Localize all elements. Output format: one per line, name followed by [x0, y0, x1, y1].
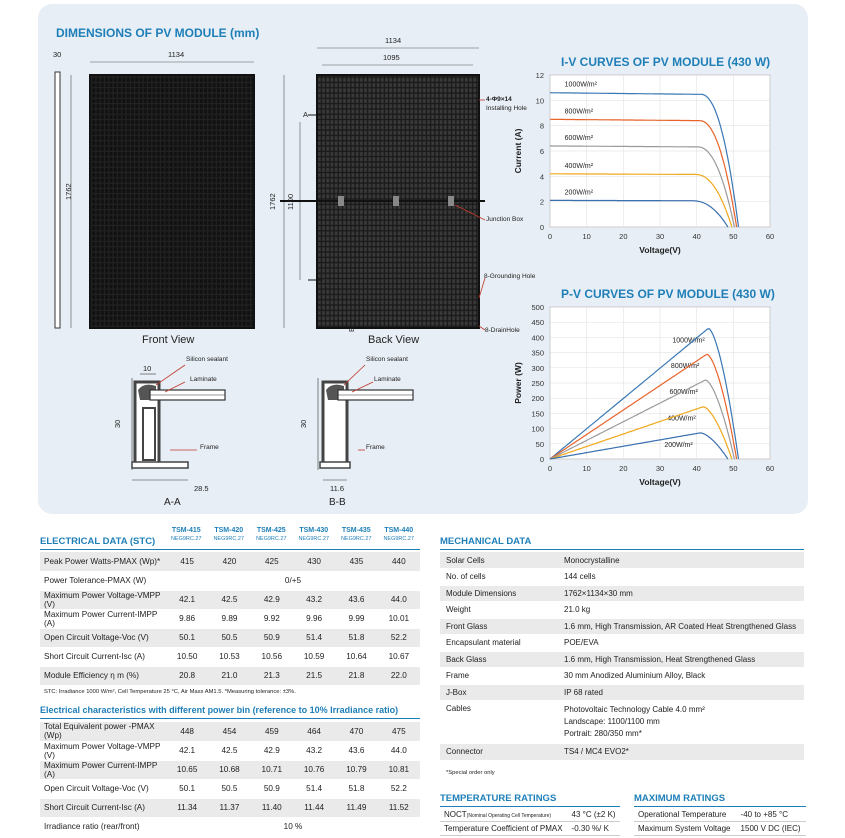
series-label: 600W/m² — [669, 388, 698, 396]
row-label: Total Equivalent power -PMAX (Wp) — [40, 722, 166, 741]
y-tick-label: 0 — [539, 455, 544, 464]
maximum-table — [634, 808, 806, 836]
row-label: Open Circuit Voltage-Voc (V) — [40, 779, 166, 798]
row-value: 51.8 — [335, 628, 377, 647]
row-value: 10.50 — [166, 647, 208, 666]
row-value: 52.2 — [378, 628, 420, 647]
table-row — [40, 552, 420, 571]
row-value: 440 — [378, 552, 420, 571]
row-value: 475 — [378, 722, 420, 741]
row-value: 415 — [166, 552, 208, 571]
x-tick-label: 40 — [692, 464, 701, 473]
aa-label: A-A — [164, 497, 181, 508]
row-value: 9.96 — [293, 609, 335, 628]
holes-callout: 4-Φ9×14 — [486, 96, 512, 103]
series-label: 1000W/m² — [564, 81, 597, 89]
maximum-title: MAXIMUM RATINGS — [634, 793, 726, 804]
bin-title: Electrical characteristics with different power bin (reference to 10% Irradiance ratio) — [40, 705, 399, 715]
row-value: 50.1 — [166, 779, 208, 798]
table-row — [40, 628, 420, 647]
table-row — [40, 817, 420, 836]
table-row: Maximum System Voltage 1500 V DC (IEC) — [634, 822, 806, 836]
row-value: 10.64 — [335, 647, 377, 666]
y-axis-label: Power (W) — [513, 362, 523, 404]
row-value: 425 — [251, 552, 293, 571]
row-label: Maximum Power Voltage-VMPP (V) — [40, 741, 166, 760]
back-inner-width: 1095 — [383, 53, 400, 62]
row-label: Short Circuit Current-Isc (A) — [40, 647, 166, 666]
y-tick-label: 12 — [535, 71, 544, 80]
x-tick-label: 0 — [547, 464, 553, 473]
table-row — [40, 609, 420, 628]
x-tick-label: 30 — [655, 464, 665, 473]
table-row: Back Glass 1.6 mm, High Transmission, Heat Strengthened Glass — [440, 651, 804, 668]
table-row: J-Box IP 68 rated — [440, 684, 804, 701]
row-value: 51.4 — [293, 628, 335, 647]
y-tick-label: 450 — [531, 318, 544, 328]
row-value: 42.5 — [208, 590, 250, 609]
x-tick-label: 20 — [619, 232, 628, 241]
row-value: 21.3 — [251, 666, 293, 685]
y-tick-label: 2 — [539, 197, 544, 207]
row-value: 9.89 — [208, 609, 250, 628]
iv-chart — [505, 68, 795, 263]
model-header-cell: TSM-420 NEG9RC.27 — [213, 527, 245, 542]
pv-title: P-V CURVES OF PV MODULE (430 W) — [561, 287, 775, 301]
row-value: 9.86 — [166, 609, 208, 628]
row-value: 21.5 — [293, 666, 335, 685]
row-value: 51.8 — [335, 779, 377, 798]
row-value: 10.01 — [378, 609, 420, 628]
y-axis-label: Current (A) — [513, 128, 523, 174]
side-profile — [55, 72, 60, 328]
row-value: 11.40 — [251, 798, 293, 817]
row-label: Short Circuit Current-Isc (A) — [40, 798, 166, 817]
row-label: Peak Power Watts-PMAX (Wp)* — [40, 552, 166, 571]
table-row: Connector TS4 / MC4 EVO2* — [440, 744, 804, 761]
y-tick-label: 6 — [539, 147, 544, 156]
row-value: 44.0 — [378, 590, 420, 609]
electrical-table — [40, 552, 420, 686]
table-row: No. of cells 144 cells — [440, 569, 804, 586]
aa-bottom: 28.5 — [194, 484, 209, 493]
row-value: 435 — [335, 552, 377, 571]
row-value: 10.68 — [208, 760, 250, 779]
row-label: Maximum Power Current-IMPP (A) — [40, 760, 166, 779]
row-value: 11.49 — [335, 798, 377, 817]
bb-bottom: 11.6 — [330, 484, 345, 493]
series-label: 400W/m² — [667, 415, 696, 423]
temperature-table — [440, 808, 620, 836]
row-label: Power Tolerance-PMAX (W) — [40, 571, 166, 590]
table-row — [40, 798, 420, 817]
row-value: 43.2 — [293, 590, 335, 609]
row-value: 43.6 — [335, 741, 377, 760]
x-tick-label: 40 — [692, 232, 701, 241]
table-row: Module Dimensions 1762×1134×30 mm — [440, 585, 804, 602]
aa-laminate: Laminate — [190, 376, 217, 383]
table-row: Weight 21.0 kg — [440, 602, 804, 619]
bin-table — [40, 722, 420, 837]
table-row: Front Glass 1.6 mm, High Transmission, AR Coated Heat Strengthened Glass — [440, 618, 804, 635]
y-tick-label: 300 — [531, 363, 544, 373]
y-tick-label: 10 — [535, 96, 544, 106]
row-value: 9.92 — [251, 609, 293, 628]
row-value: 11.44 — [293, 798, 335, 817]
x-axis-label: Voltage(V) — [639, 477, 681, 487]
series-label: 400W/m² — [564, 162, 594, 170]
electrical-footnote: STC: Irradiance 1000 W/m², Cell Temperature 25 °C, Air Mass AM1.5. *Measuring tolerance: ±3%. — [44, 689, 296, 695]
x-tick-label: 10 — [582, 232, 591, 241]
holes-sub: Installing Hole — [486, 105, 527, 112]
table-row — [40, 741, 420, 760]
row-value: 10.76 — [293, 760, 335, 779]
row-value: 430 — [293, 552, 335, 571]
series-label: 800W/m² — [564, 108, 594, 116]
y-tick-label: 0 — [539, 223, 544, 232]
row-value: 50.9 — [251, 628, 293, 647]
mechanical-note: *Special order only — [446, 770, 495, 776]
front-view-label: Front View — [142, 334, 195, 346]
bb-side: 30 — [299, 419, 308, 428]
pv-chart — [505, 300, 795, 495]
front-view — [90, 75, 254, 328]
back-width: 1134 — [385, 36, 402, 45]
aa-sealant: Silicon sealant — [186, 356, 228, 363]
table-row — [40, 760, 420, 779]
row-label: Maximum Power Current-IMPP (A) — [40, 609, 166, 628]
row-value: 459 — [251, 722, 293, 741]
row-value: 44.0 — [378, 741, 420, 760]
row-value: 10.53 — [208, 647, 250, 666]
row-value: 22.0 — [378, 666, 420, 685]
aa-frame: Frame — [200, 444, 219, 451]
table-row: NOCT(Nominal Operating Cell Temperature) 43 °C (±2 K) — [440, 808, 620, 822]
back-mid: 1100 — [286, 193, 295, 210]
x-tick-label: 60 — [765, 232, 775, 241]
model-header-cell: TSM-430 NEG9RC.27 — [298, 527, 330, 542]
x-tick-label: 10 — [582, 464, 591, 473]
row-value: 10.59 — [293, 647, 335, 666]
front-thickness: 30 — [53, 50, 62, 59]
y-tick-label: 250 — [531, 379, 544, 388]
table-row — [40, 666, 420, 685]
series-label: 1000W/m² — [672, 337, 705, 345]
row-value: 10 % — [166, 817, 420, 836]
mechanical-title: MECHANICAL DATA — [440, 536, 532, 547]
y-tick-label: 4 — [539, 172, 544, 182]
row-value: 50.9 — [251, 779, 293, 798]
y-tick-label: 350 — [531, 348, 544, 358]
y-tick-label: 100 — [531, 424, 544, 434]
row-value: 50.5 — [208, 779, 250, 798]
model-header-cell: TSM-440 NEG9RC.27 — [383, 527, 415, 542]
y-tick-label: 50 — [535, 439, 544, 449]
row-value: 42.9 — [251, 590, 293, 609]
row-value: 43.6 — [335, 590, 377, 609]
row-value: 10.81 — [378, 760, 420, 779]
row-value: 454 — [208, 722, 250, 741]
row-value: 42.1 — [166, 590, 208, 609]
x-tick-label: 20 — [619, 464, 628, 473]
x-tick-label: 60 — [765, 464, 775, 473]
back-view-label: Back View — [368, 334, 420, 346]
x-axis-label: Voltage(V) — [639, 245, 681, 255]
series-label: 200W/m² — [564, 189, 594, 197]
aa-side: 30 — [113, 419, 122, 428]
row-value: 42.1 — [166, 741, 208, 760]
aa-top: 10 — [143, 364, 152, 373]
table-row: Encapsulant material POE/EVA — [440, 635, 804, 652]
table-row: Solar Cells Monocrystalline — [440, 552, 804, 569]
model-header-cell: TSM-415 NEG9RC.27 — [170, 527, 202, 542]
electrical-title: ELECTRICAL DATA (STC) — [40, 536, 156, 547]
row-value: 10.67 — [378, 647, 420, 666]
row-value: 42.9 — [251, 741, 293, 760]
row-value: 51.4 — [293, 779, 335, 798]
row-value: 50.5 — [208, 628, 250, 647]
table-row: Frame 30 mm Anodized Aluminium Alloy, Black — [440, 668, 804, 685]
front-width: 1134 — [168, 50, 185, 59]
x-tick-label: 30 — [655, 232, 665, 241]
row-value: 10.65 — [166, 760, 208, 779]
bb-sealant: Silicon sealant — [366, 356, 408, 363]
jbox-callout: Junction Box — [486, 216, 524, 223]
y-tick-label: 200 — [531, 394, 544, 404]
table-row — [40, 647, 420, 666]
y-tick-label: 400 — [531, 333, 544, 343]
row-value: 420 — [208, 552, 250, 571]
model-header — [165, 527, 420, 543]
row-value: 43.2 — [293, 741, 335, 760]
iv-title: I-V CURVES OF PV MODULE (430 W) — [561, 55, 771, 69]
series-label: 200W/m² — [664, 441, 693, 449]
module-drawings — [40, 40, 540, 510]
bb-laminate: Laminate — [374, 376, 401, 383]
row-value: 10.79 — [335, 760, 377, 779]
ground-callout: 8-Grounding Hole — [484, 273, 536, 280]
temperature-title: TEMPERATURE RATINGS — [440, 793, 557, 804]
row-value: 9.99 — [335, 609, 377, 628]
row-value: 42.5 — [208, 741, 250, 760]
x-tick-label: 0 — [547, 232, 553, 241]
row-value: 10.56 — [251, 647, 293, 666]
back-height: 1762 — [268, 193, 277, 210]
table-row — [40, 722, 420, 741]
callout-b: B — [347, 326, 356, 332]
x-tick-label: 50 — [729, 464, 738, 473]
row-value: 448 — [166, 722, 208, 741]
table-row — [40, 779, 420, 798]
callout-a: A — [303, 110, 309, 119]
row-label: Irradiance ratio (rear/front) — [40, 817, 166, 836]
table-row: Operational Temperature -40 to +85 °C — [634, 808, 806, 822]
row-value: 10.71 — [251, 760, 293, 779]
row-label: Open Circuit Voltage-Voc (V) — [40, 628, 166, 647]
row-value: 11.37 — [208, 798, 250, 817]
model-header-cell: TSM-425 NEG9RC.27 — [255, 527, 287, 542]
row-label: Module Efficiency η m (%) — [40, 666, 166, 685]
mechanical-table — [440, 552, 804, 761]
row-value: 464 — [293, 722, 335, 741]
bb-label: B-B — [329, 497, 346, 508]
row-value: 21.0 — [208, 666, 250, 685]
row-value: 20.8 — [166, 666, 208, 685]
row-label: Maximum Power Voltage-VMPP (V) — [40, 590, 166, 609]
bb-frame: Frame — [366, 444, 385, 451]
dimensions-title: DIMENSIONS OF PV MODULE (mm) — [56, 26, 260, 40]
row-value: 11.52 — [378, 798, 420, 817]
row-value: 11.34 — [166, 798, 208, 817]
row-value: 470 — [335, 722, 377, 741]
model-header-cell: TSM-435 NEG9RC.27 — [340, 527, 372, 542]
front-height: 1762 — [64, 183, 73, 200]
row-value: 0/+5 — [166, 571, 420, 590]
drain-callout: 8-DrainHole — [485, 327, 520, 334]
series-label: 600W/m² — [564, 134, 594, 142]
table-row — [40, 571, 420, 590]
row-value: 50.1 — [166, 628, 208, 647]
y-tick-label: 500 — [531, 303, 544, 312]
series-label: 800W/m² — [670, 363, 700, 371]
row-value: 52.2 — [378, 779, 420, 798]
y-tick-label: 150 — [531, 409, 544, 419]
table-row: Temperature Coefficient of PMAX -0.30 %/ K — [440, 822, 620, 836]
row-value: 21.8 — [335, 666, 377, 685]
x-tick-label: 50 — [729, 232, 738, 241]
table-row: Cables Photovoltaic Technology Cable 4.0 mm² Landscape: 1100/1100 mm Portrait: 280/350 mm* — [440, 701, 804, 744]
table-row — [40, 590, 420, 609]
y-tick-label: 8 — [539, 121, 544, 131]
